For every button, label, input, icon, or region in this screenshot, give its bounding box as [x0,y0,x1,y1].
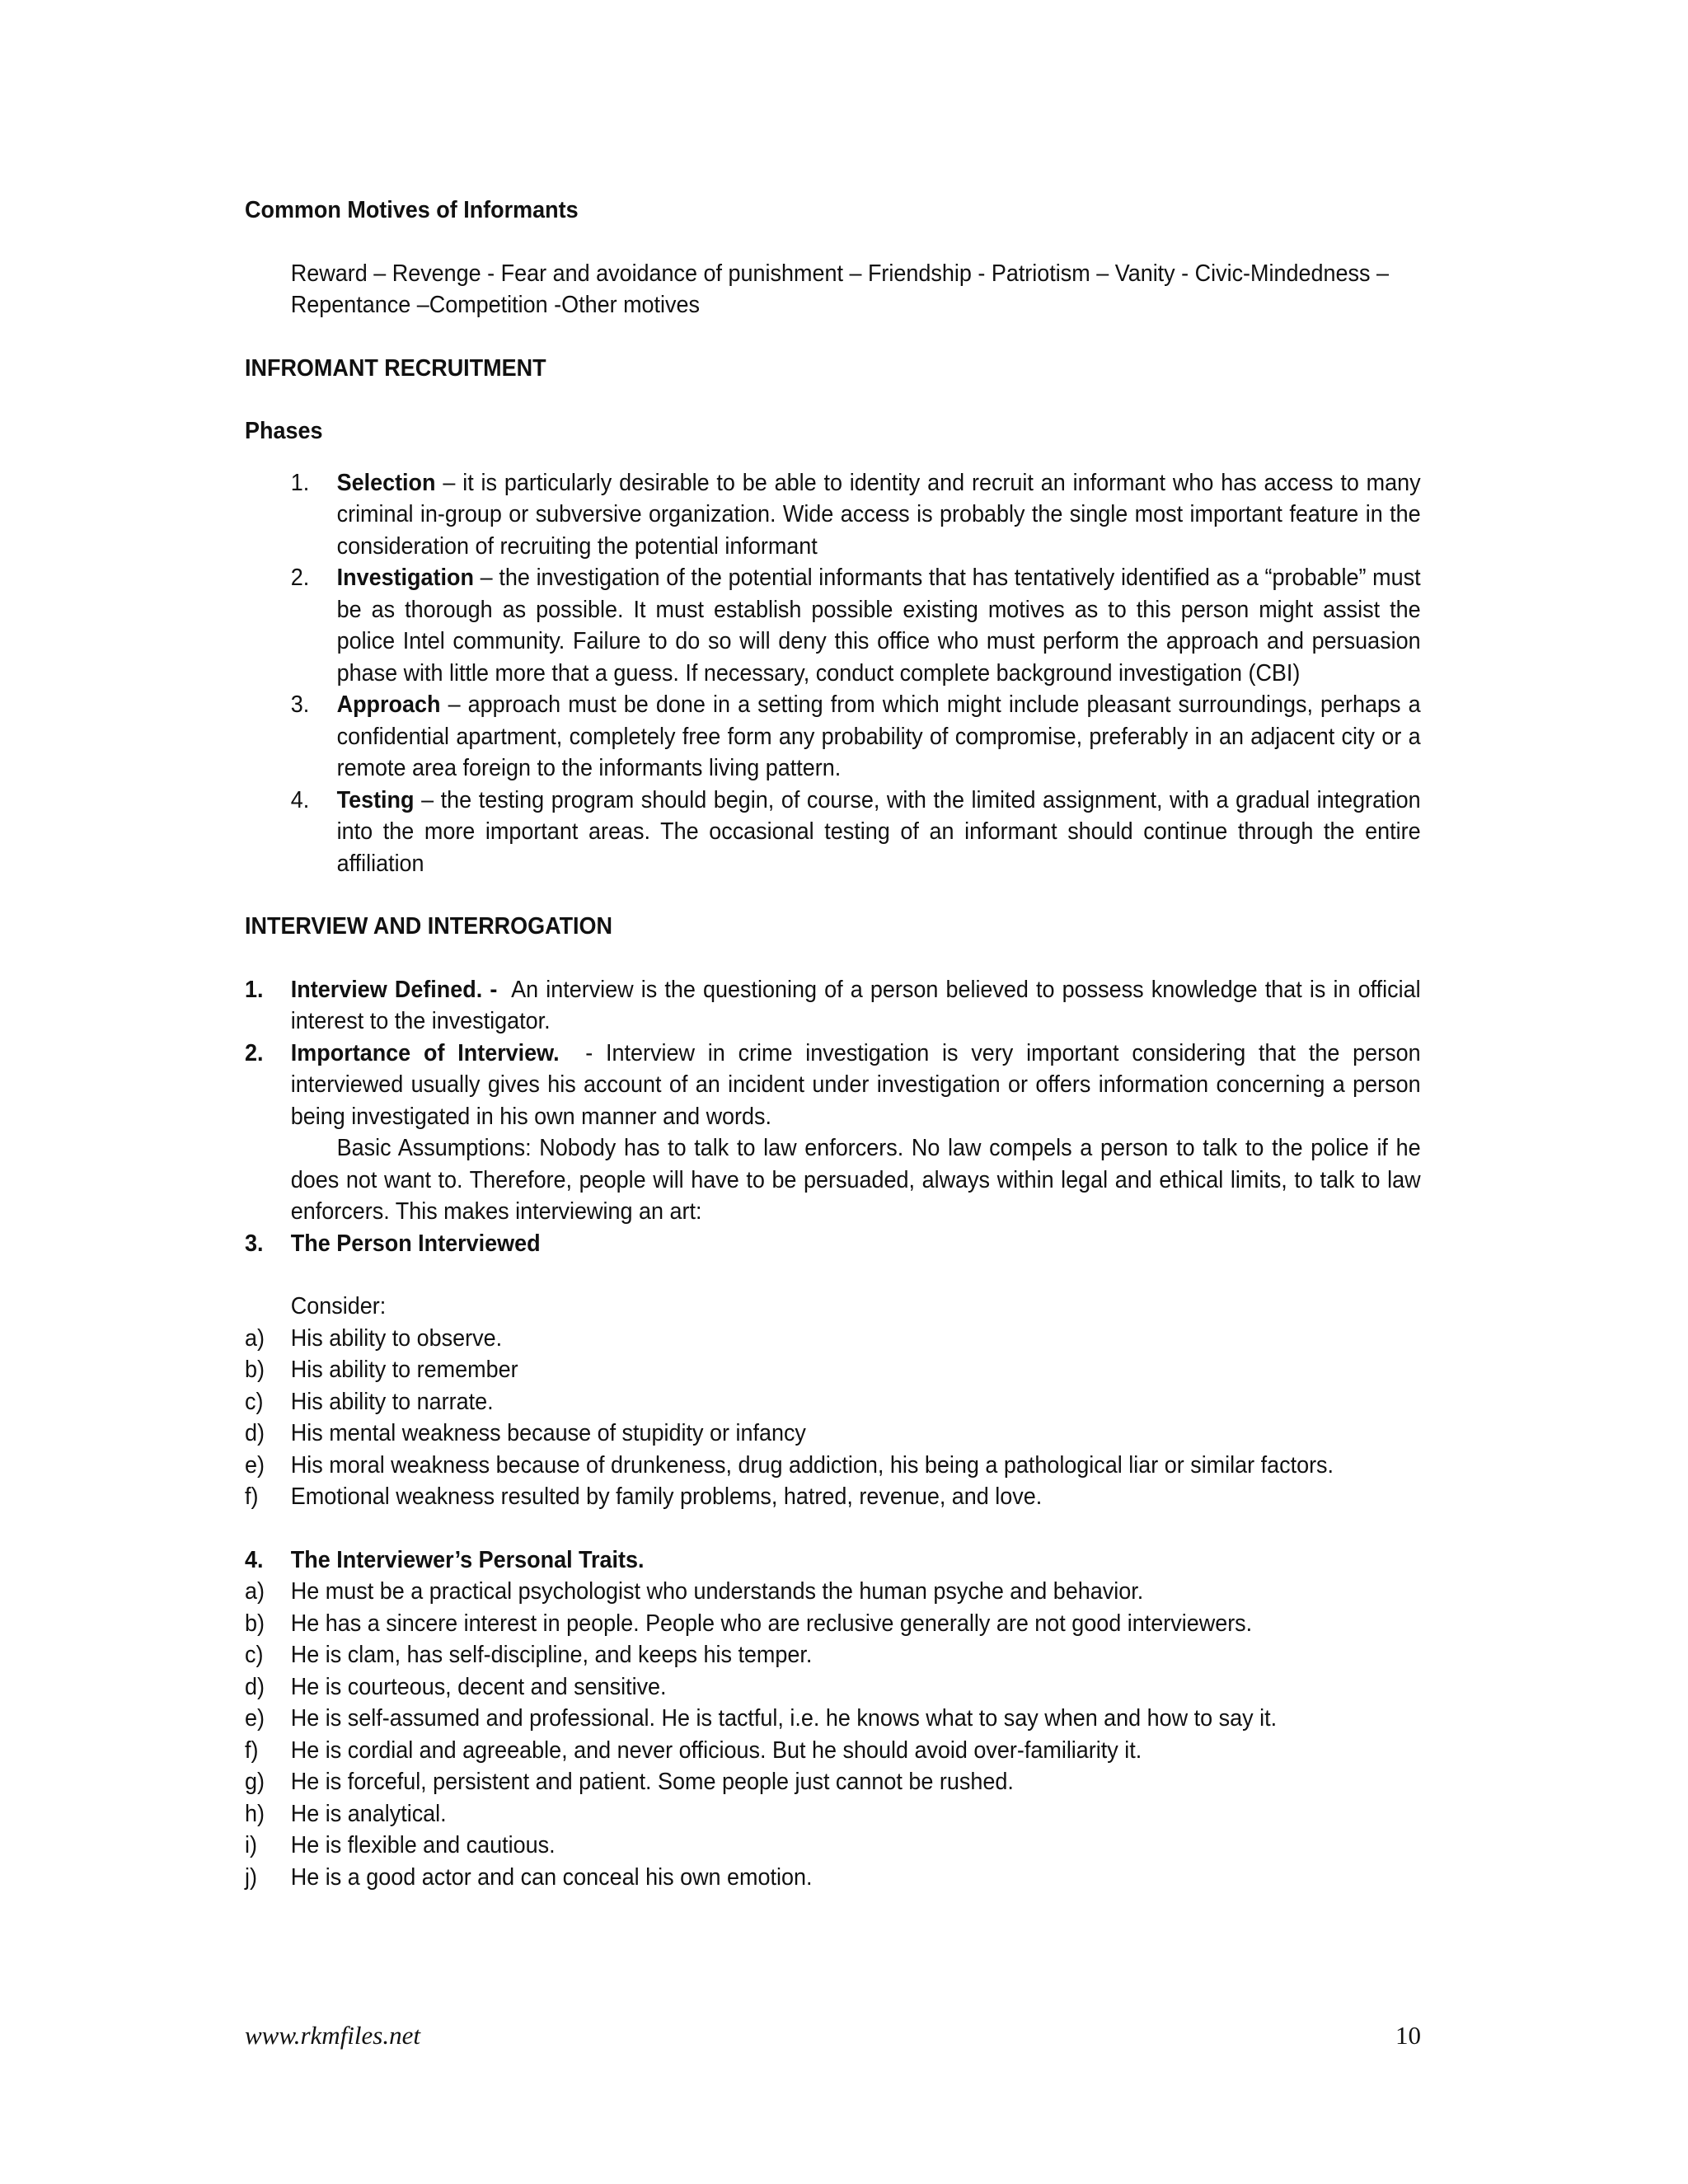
item-text: He is cordial and agreeable, and never officious. But he should avoid over-familiarity it. [290,1736,1142,1764]
list-item [199,1766,1420,1798]
list-marker: 1. [245,976,264,1003]
motives-text: Reward – Revenge - Fear and avoidance of punishment – Friendship - Patriotism – Vanity - Civic-Mindedness – Repentance –Competition -Other motives [290,260,1389,318]
recruitment-heading: INFROMANT RECRUITMENT [245,354,546,382]
phase-item [245,689,1421,785]
list-marker: a) [245,1578,265,1605]
item-term: The Person Interviewed [290,1230,541,1257]
list-marker: 3. [290,691,310,718]
phase-item [245,562,1421,689]
item-text: His ability to remember [290,1357,518,1383]
list-item [199,1481,1420,1513]
interview-item-person [245,1228,1421,1323]
item-text: An interview is the questioning of a person believed to possess knowledge that is in official interest to the investigator. [290,976,1428,1034]
list-marker: 1. [290,469,310,496]
list-item [199,1576,1420,1608]
phase-item [245,467,1421,563]
list-marker: 3. [245,1230,264,1257]
item-text: Emotional weakness resulted by family problems, hatred, revenue, and love. [290,1483,1043,1510]
item-text: He is clam, has self-discipline, and keeps his temper. [290,1642,813,1668]
list-item [199,1323,1420,1355]
basic-assumptions: Basic Assumptions: Nobody has to talk to law enforcers. No law compels a person to talk to the police if he does not want to. Therefore, people will have to be persuaded, always within legal and ethical limits, to talk to law enforcers. This makes interviewing an art: [290,1135,1421,1225]
list-marker: i) [245,1832,257,1858]
phase-text: – the testing program should begin, of course, with the limited assignment, with a gradual integration into the more important areas. The occasional testing of an informant should continue through the entire affiliation [336,786,1421,877]
list-marker: f) [245,1483,259,1510]
phase-item [245,785,1421,880]
item-text: He must be a practical psychologist who understands the human psyche and behavior. [290,1578,1144,1605]
item-text: He is a good actor and can conceal his own emotion. [290,1863,813,1891]
list-item [199,1671,1420,1704]
interview-item-defined [245,974,1428,1038]
item-text: He has a sincere interest in people. People who are reclusive generally are not good interviewers. [290,1610,1253,1637]
interview-item-traits [245,1544,1421,1577]
phase-text: – it is particularly desirable to be able to identity and recruit an informant who has access to many criminal in-group or subversive organization. Wide access is probably the single most important feature in the consideration of recruiting the potential informant [336,469,1421,560]
list-marker: d) [245,1420,265,1446]
list-item [199,1386,1420,1418]
list-marker: f) [245,1736,259,1764]
list-marker: j) [245,1863,257,1891]
item-term: Importance of Interview. [290,1039,560,1066]
item-text: He is analytical. [290,1800,447,1827]
list-item [199,1798,1420,1830]
list-item [199,1639,1420,1671]
list-marker: g) [245,1769,265,1795]
motives-heading: Common Motives of Informants [245,197,579,223]
item-text: His ability to observe. [290,1324,503,1352]
item-text: His ability to narrate. [290,1388,494,1415]
phase-term: Investigation [336,565,474,591]
phase-term: Selection [336,469,436,496]
list-marker: 4. [290,786,310,813]
list-marker: b) [245,1610,265,1637]
phase-text: – the investigation of the potential informants that has tentatively identified as a “probable” must be as thorough as possible. It must establish possible existing motives as to this person might assist the police Intel community. Failure to do so will deny this office who must perform the approach and persuasion phase with little more that a guess. If necessary, conduct complete background investigation (CBI) [336,565,1421,687]
consider-label: Consider: [290,1293,387,1319]
phase-text: – approach must be done in a setting from which might include pleasant surroundings, perhaps a confidential apartment, completely free form any probability of compromise, preferably in an adjacent city or a remote area foreign to the informants living pattern. [336,691,1421,781]
list-item [199,1418,1420,1450]
interviewer-traits-list [199,1576,1420,1893]
list-marker: e) [245,1705,265,1732]
list-marker: c) [245,1388,264,1415]
list-marker: d) [245,1673,265,1700]
phase-term: Testing [336,786,415,813]
item-text: He is forceful, persistent and patient. Some people just cannot be rushed. [290,1769,1014,1795]
list-marker: e) [245,1451,265,1479]
list-item [199,1735,1420,1767]
item-text: He is self-assumed and professional. He is tactful, i.e. he knows what to say when and how to say it. [290,1705,1278,1732]
item-text: - Interview in crime investigation is very important considering that the person interviewed usually gives his account of an incident under investigation or offers information concerning a person being investigated in his own manner and words. [290,1039,1428,1130]
list-item [199,1354,1420,1386]
list-marker: h) [245,1800,265,1827]
list-item [199,1450,1420,1482]
list-marker: c) [245,1642,264,1668]
page-content [245,194,1428,1893]
interview-list-continued [245,1544,1421,1577]
item-text: He is courteous, decent and sensitive. [290,1673,667,1700]
list-marker: a) [245,1324,265,1352]
list-item [199,1830,1420,1862]
list-item [199,1703,1420,1735]
list-item [199,1608,1420,1640]
item-term: The Interviewer’s Personal Traits. [290,1546,645,1573]
item-text: His moral weakness because of drunkeness, drug addiction, his being a pathological liar or similar factors. [290,1451,1334,1479]
page-number: 10 [1395,2021,1421,2050]
list-item [199,1862,1420,1894]
list-marker: 2. [290,565,310,591]
list-marker: 4. [245,1546,264,1573]
interview-item-importance [245,1038,1428,1228]
phases-heading: Phases [245,418,323,444]
interview-heading: INTERVIEW AND INTERROGATION [245,913,613,940]
footer-website: www.rkmfiles.net [245,2021,420,2050]
phase-term: Approach [336,691,441,718]
interview-list [245,974,1428,1323]
item-term: Interview Defined. - [290,976,498,1003]
phases-list [245,467,1421,880]
list-marker: b) [245,1357,265,1383]
item-text: He is flexible and cautious. [290,1832,556,1858]
person-interviewed-list [199,1323,1420,1513]
list-marker: 2. [245,1039,264,1066]
item-text: His mental weakness because of stupidity or infancy [290,1420,806,1446]
